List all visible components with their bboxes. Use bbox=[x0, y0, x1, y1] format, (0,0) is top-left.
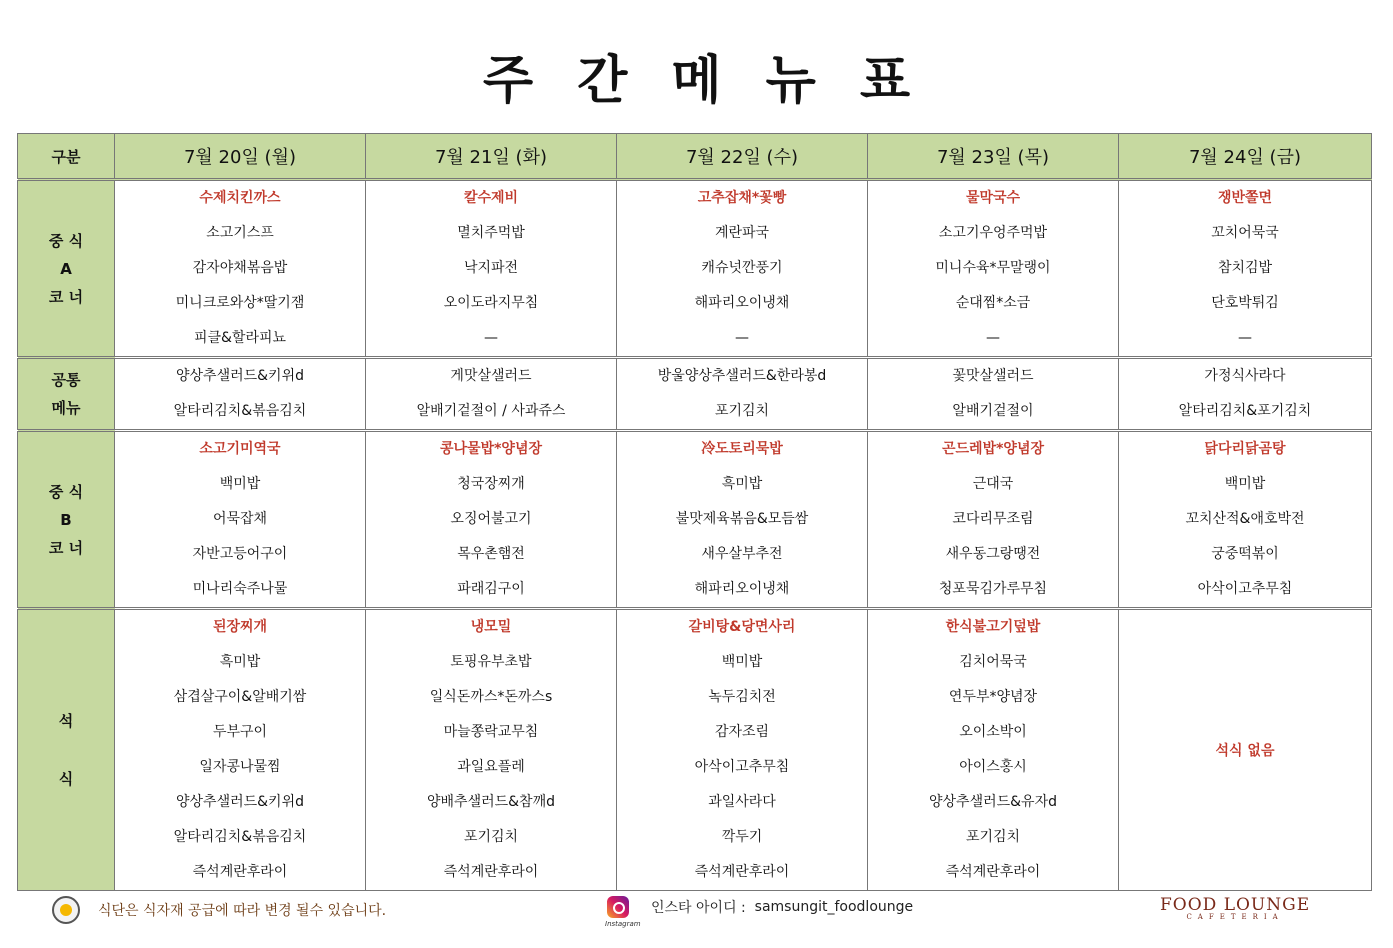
menu-item: 불맛제육볶음&모듬쌈 bbox=[675, 511, 809, 527]
menu-item: 과일요플레 bbox=[457, 759, 525, 775]
no-dinner-notice: 석식 없음 bbox=[1215, 743, 1275, 759]
menu-main-dish: 수제치킨까스 bbox=[199, 190, 281, 206]
header-day-thu: 7월 23일 (목) bbox=[868, 134, 1119, 180]
section-row-lunch-b-corner bbox=[18, 431, 1372, 609]
menu-item: 삼겹살구이&알배기쌈 bbox=[173, 689, 307, 705]
menu-cell-common-menu-fri bbox=[1119, 358, 1372, 431]
menu-item: 토핑유부초밥 bbox=[450, 654, 532, 670]
menu-main-dish: 물막국수 bbox=[965, 190, 1021, 206]
menu-item: 포기김치 bbox=[714, 403, 770, 419]
menu-item: 백미밥 bbox=[219, 476, 261, 492]
menu-item: 미나리숙주나물 bbox=[192, 581, 288, 597]
menu-item: 알배기겉절이 / 사과쥬스 bbox=[416, 403, 566, 419]
menu-cell-common-menu-tue bbox=[366, 358, 617, 431]
menu-item: 백미밥 bbox=[1224, 476, 1266, 492]
menu-item: 참치김밥 bbox=[1217, 260, 1273, 276]
menu-item: 꽃맛살샐러드 bbox=[952, 368, 1034, 384]
menu-item: 단호박튀김 bbox=[1211, 295, 1279, 311]
menu-item: 양상추샐러드&키위d bbox=[176, 794, 304, 810]
menu-main-dish: 콩나물밥*양념장 bbox=[440, 441, 542, 457]
section-label-line: 공통 bbox=[51, 371, 81, 389]
menu-item: 포기김치 bbox=[463, 829, 519, 845]
menu-item: 오징어불고기 bbox=[450, 511, 532, 527]
menu-item: 청포묵김가루무침 bbox=[938, 581, 1048, 597]
fried-egg-icon bbox=[52, 896, 80, 924]
section-label-line: B bbox=[60, 510, 72, 529]
menu-item: 김치어묵국 bbox=[959, 654, 1027, 670]
menu-item: 해파리오이냉채 bbox=[694, 295, 790, 311]
title-char: 주 bbox=[482, 51, 534, 111]
menu-cell-dinner-mon bbox=[115, 609, 366, 891]
section-label-line: 코 너 bbox=[48, 538, 84, 557]
menu-item: 새우살부추전 bbox=[701, 546, 783, 562]
brand-name: FOOD LOUNGE bbox=[1160, 895, 1311, 915]
section-label-lunch-b-corner bbox=[18, 431, 115, 609]
menu-item: — bbox=[1238, 330, 1252, 346]
section-label-line: 중 식 bbox=[48, 231, 84, 250]
menu-item: 일자콩나물찜 bbox=[199, 759, 281, 775]
menu-item: 캐슈넛깐풍기 bbox=[701, 260, 783, 276]
menu-item: 알타리김치&포기김치 bbox=[1178, 403, 1312, 419]
header-day-fri: 7월 24일 (금) bbox=[1119, 134, 1372, 180]
menu-main-dish: 소고기미역국 bbox=[199, 441, 281, 457]
instagram-icon bbox=[605, 896, 641, 928]
menu-item: 순대찜*소금 bbox=[955, 295, 1031, 311]
menu-item: 깍두기 bbox=[721, 829, 763, 845]
menu-item: 연두부*양념장 bbox=[948, 689, 1038, 705]
menu-change-notice: 식단은 식자재 공급에 따라 변경 될수 있습니다. bbox=[98, 903, 387, 919]
header-day-wed: 7월 22일 (수) bbox=[617, 134, 868, 180]
menu-item: 목우촌햄전 bbox=[457, 546, 525, 562]
menu-cell-lunch-b-corner-wed bbox=[617, 431, 868, 609]
menu-item: 새우동그랑땡전 bbox=[945, 546, 1041, 562]
menu-item: 오이도라지무침 bbox=[443, 295, 539, 311]
menu-item: 계란파국 bbox=[714, 225, 770, 241]
menu-item: — bbox=[735, 330, 749, 346]
menu-main-dish: 칼수제비 bbox=[463, 190, 519, 206]
menu-item: 흑미밥 bbox=[219, 654, 261, 670]
section-label-dinner bbox=[18, 609, 115, 891]
menu-main-dish: 한식불고기덮밥 bbox=[945, 619, 1041, 635]
section-label-lunch-a-corner bbox=[18, 180, 115, 358]
menu-item: 두부구이 bbox=[212, 724, 268, 740]
menu-cell-common-menu-wed bbox=[617, 358, 868, 431]
section-label-line: 메뉴 bbox=[51, 399, 81, 417]
menu-cell-dinner-tue bbox=[366, 609, 617, 891]
menu-cell-lunch-a-corner-fri bbox=[1119, 180, 1372, 358]
section-label-line: 석 bbox=[58, 712, 74, 730]
menu-main-dish: 곤드레밥*양념장 bbox=[942, 441, 1044, 457]
instagram-caption: Instagram bbox=[605, 920, 641, 928]
section-label-line: 중 식 bbox=[48, 482, 84, 501]
menu-item: 백미밥 bbox=[721, 654, 763, 670]
menu-item: 흑미밥 bbox=[721, 476, 763, 492]
menu-item: — bbox=[986, 330, 1000, 346]
menu-cell-lunch-a-corner-thu bbox=[868, 180, 1119, 358]
menu-cell-lunch-a-corner-tue bbox=[366, 180, 617, 358]
menu-item: 낙지파전 bbox=[463, 260, 519, 276]
menu-item: 알타리김치&볶음김치 bbox=[173, 829, 307, 845]
menu-item: 아삭이고추무침 bbox=[1197, 581, 1293, 597]
menu-cell-dinner-wed bbox=[617, 609, 868, 891]
page-title bbox=[0, 38, 1393, 113]
menu-item: 즉석계란후라이 bbox=[443, 864, 539, 880]
menu-item: 멸치주먹밥 bbox=[457, 225, 525, 241]
menu-item: 양배추샐러드&참깨d bbox=[427, 794, 555, 810]
menu-item: 미니크로와상*딸기잼 bbox=[175, 295, 305, 311]
menu-item: 포기김치 bbox=[965, 829, 1021, 845]
footer bbox=[0, 893, 1393, 927]
section-label-line: 식 bbox=[58, 770, 74, 788]
menu-cell-lunch-a-corner-mon bbox=[115, 180, 366, 358]
menu-cell-lunch-b-corner-tue bbox=[366, 431, 617, 609]
menu-cell-common-menu-thu bbox=[868, 358, 1119, 431]
menu-item: 감자조림 bbox=[714, 724, 770, 740]
menu-item: 알타리김치&볶음김치 bbox=[173, 403, 307, 419]
weekly-menu-table bbox=[17, 133, 1372, 891]
menu-item: 가정식사라다 bbox=[1204, 368, 1286, 384]
menu-cell-common-menu-mon bbox=[115, 358, 366, 431]
menu-item: 피클&할라피뇨 bbox=[193, 330, 287, 346]
menu-item: 청국장찌개 bbox=[457, 476, 525, 492]
section-label-line: A bbox=[60, 259, 72, 278]
menu-cell-dinner-fri bbox=[1119, 609, 1372, 891]
header-row bbox=[18, 134, 1372, 180]
menu-main-dish: 冷도토리묵밥 bbox=[701, 441, 783, 457]
menu-item: 아삭이고추무침 bbox=[694, 759, 790, 775]
menu-main-dish: 닭다리닭곰탕 bbox=[1204, 441, 1286, 457]
instagram-label: 인스타 아이디 : bbox=[651, 900, 746, 916]
section-label-line: 코 너 bbox=[48, 287, 84, 306]
menu-item: 소고기스프 bbox=[206, 225, 274, 241]
section-row-dinner bbox=[18, 609, 1372, 891]
menu-item: 즉석계란후라이 bbox=[192, 864, 288, 880]
menu-cell-lunch-b-corner-thu bbox=[868, 431, 1119, 609]
menu-cell-lunch-a-corner-wed bbox=[617, 180, 868, 358]
menu-item: 근대국 bbox=[972, 476, 1014, 492]
section-row-common-menu bbox=[18, 358, 1372, 431]
menu-item: 즉석계란후라이 bbox=[694, 864, 790, 880]
title-char: 간 bbox=[577, 51, 628, 111]
menu-item: 코다리무조림 bbox=[952, 511, 1034, 527]
menu-item: 어묵잡채 bbox=[212, 511, 268, 527]
menu-item: 마늘쫑락교무침 bbox=[443, 724, 539, 740]
menu-item: 파래김구이 bbox=[457, 581, 525, 597]
menu-item: — bbox=[484, 330, 498, 346]
brand-logo bbox=[1160, 895, 1310, 921]
menu-item: 양상추샐러드&키위d bbox=[176, 368, 304, 384]
menu-item: 소고기우엉주먹밥 bbox=[938, 225, 1048, 241]
menu-item: 즉석계란후라이 bbox=[945, 864, 1041, 880]
menu-item: 과일사라다 bbox=[708, 794, 776, 810]
title-char: 표 bbox=[859, 51, 911, 111]
footer-notice-area bbox=[52, 896, 386, 924]
menu-item: 꼬치어묵국 bbox=[1211, 225, 1279, 241]
menu-item: 해파리오이냉채 bbox=[694, 581, 790, 597]
menu-item: 궁중떡볶이 bbox=[1211, 546, 1279, 562]
menu-cell-dinner-thu bbox=[868, 609, 1119, 891]
title-char: 뉴 bbox=[765, 51, 816, 111]
title-char: 메 bbox=[671, 51, 722, 111]
menu-item: 오이소박이 bbox=[959, 724, 1027, 740]
menu-cell-lunch-b-corner-fri bbox=[1119, 431, 1372, 609]
menu-item: 게맛살샐러드 bbox=[450, 368, 532, 384]
menu-item: 녹두김치전 bbox=[708, 689, 776, 705]
brand-subtitle: CAFETERIA bbox=[1186, 913, 1284, 921]
footer-instagram bbox=[605, 896, 914, 928]
menu-item: 일식돈까스*돈까스s bbox=[429, 689, 553, 705]
menu-main-dish: 된장찌개 bbox=[212, 619, 268, 635]
menu-item: 방울양상추샐러드&한라봉d bbox=[657, 368, 827, 384]
menu-main-dish: 쟁반쫄면 bbox=[1217, 190, 1273, 206]
menu-item: 자반고등어구이 bbox=[192, 546, 288, 562]
menu-main-dish: 냉모밀 bbox=[470, 619, 512, 635]
instagram-id[interactable]: samsungit_foodlounge bbox=[754, 899, 914, 915]
header-gubun: 구분 bbox=[18, 134, 115, 180]
header-day-tue: 7월 21일 (화) bbox=[366, 134, 617, 180]
menu-main-dish: 고추잡채*꽃빵 bbox=[697, 190, 787, 206]
menu-item: 양상추샐러드&유자d bbox=[929, 794, 1057, 810]
menu-cell-lunch-b-corner-mon bbox=[115, 431, 366, 609]
menu-item: 미니수육*무말랭이 bbox=[935, 260, 1051, 276]
menu-item: 아이스홍시 bbox=[959, 759, 1027, 775]
menu-main-dish: 갈비탕&당면사리 bbox=[688, 619, 796, 635]
section-label-common-menu bbox=[18, 358, 115, 431]
section-row-lunch-a-corner bbox=[18, 180, 1372, 358]
header-day-mon: 7월 20일 (월) bbox=[115, 134, 366, 180]
menu-item: 꼬치산적&애호박전 bbox=[1185, 511, 1305, 527]
menu-item: 알배기겉절이 bbox=[952, 403, 1034, 419]
menu-item: 감자야채볶음밥 bbox=[192, 260, 288, 276]
